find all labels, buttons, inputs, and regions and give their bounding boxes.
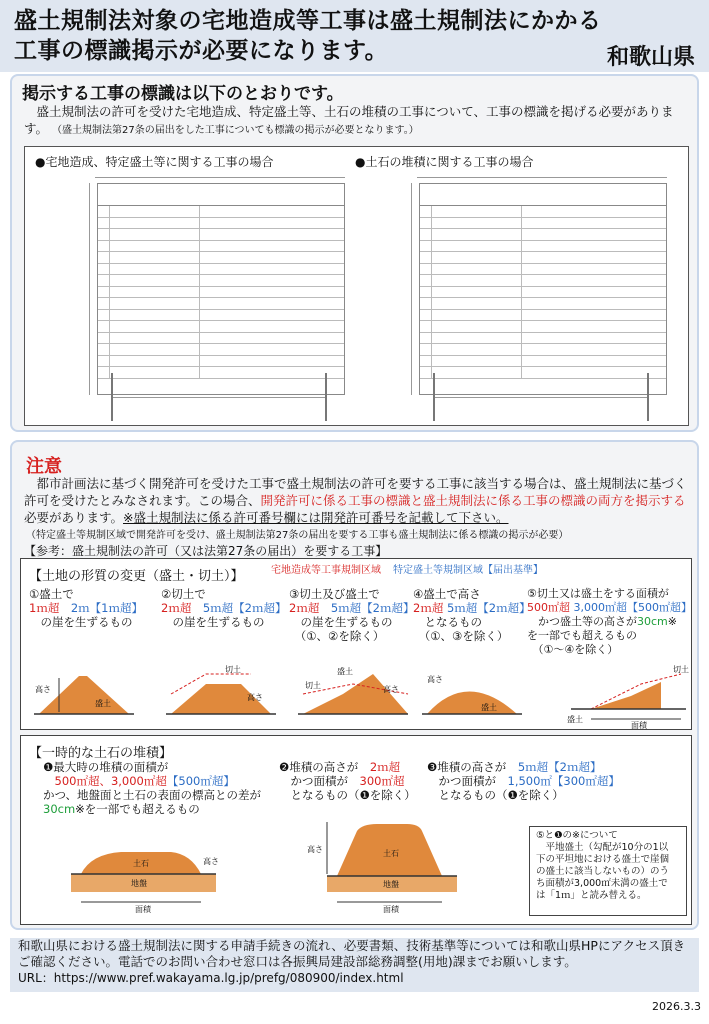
fill-label: 盛土 <box>567 715 583 724</box>
stockpile-item-2-red: 2ｍ超 <box>369 760 401 774</box>
sign-row <box>420 298 666 310</box>
contact-footer <box>10 938 699 992</box>
prefecture-name: 和歌山県 <box>606 45 695 70</box>
section1-body <box>24 103 689 139</box>
land-form-change-box <box>20 558 692 730</box>
form-item-1-red: 1ｍ超 <box>29 601 60 615</box>
stockpile-item-2-label: ❷堆積の高さが <box>279 760 359 774</box>
sign-row <box>98 344 344 356</box>
asterisk-note-line: の盛土に該当しないもの）のう <box>536 866 670 877</box>
sign-row <box>420 252 666 264</box>
form-item-3 <box>289 587 414 643</box>
stone-label: 土石 <box>383 849 399 858</box>
stockpile-item-3 <box>427 760 620 802</box>
fill-label: 盛土 <box>337 667 353 676</box>
form-item-1-blue: 2ｍ【1ｍ超】 <box>70 601 143 615</box>
stone-label: 土石 <box>133 859 149 868</box>
sign-row <box>98 287 344 299</box>
form-item-4-red: 2ｍ超 <box>413 601 444 615</box>
caution-note: （特定盛土等規制区域で開発許可を受け、盛土規制法第27条の届出を要する工事も盛土規制法に係る標識の掲示が必要） <box>26 530 569 541</box>
form-item-4-label: ④盛土で高さ <box>413 587 481 601</box>
area-label: 面積 <box>135 905 151 914</box>
sign-row <box>420 206 666 218</box>
sign-left-illustration <box>97 183 345 395</box>
sign-row <box>420 356 666 368</box>
form-item-5-desc2: を一部でも超えるもの <box>527 629 637 642</box>
asterisk-note-line: 下の平坦地における盛土で崖個 <box>536 854 670 865</box>
sign-row <box>420 218 666 230</box>
sign-row <box>98 229 344 241</box>
form-item-5-excl: （①～④を除く） <box>538 643 619 656</box>
sign-right-post <box>647 373 649 421</box>
sign-examples-box <box>24 146 689 426</box>
sign-right-header <box>420 184 666 206</box>
area-legend-red: 宅地造成等工事規制区域 <box>271 565 381 576</box>
form-item-4 <box>413 587 531 643</box>
page-title-line1: 盛土規制法対象の宅地造成等工事は盛土規制法にかかる <box>14 8 602 34</box>
fill-label: 盛土 <box>95 699 111 708</box>
section1-body-text: 盛土規制法の許可を受けた宅地造成、特定盛土等、土石の堆積の工事について、工事の標識を掲げる必要があります。 <box>24 104 674 136</box>
area-fill-shape <box>591 682 661 709</box>
form-item-2-red: 2ｍ超 <box>161 601 192 615</box>
footer-text: 和歌山県における盛土規制法に関する申請手続きの流れ、必要書類、技術基準等については和歌山県HPにアクセス頂きご確認ください。電話でのお問い合わせ窓口は各振興局建設部総務調整(用地)課までお願いします。 <box>18 938 686 969</box>
sign-left-width-line <box>95 177 345 178</box>
sign-left-post <box>325 373 327 421</box>
sign-row <box>420 367 666 379</box>
sign-left-header <box>98 184 344 206</box>
area-label: 面積 <box>383 905 399 914</box>
form-item-5-mark: ※ <box>667 615 677 628</box>
sign-row <box>98 310 344 322</box>
fill-cliff-diagram <box>29 664 139 724</box>
sign-row <box>98 333 344 345</box>
sign-row <box>98 218 344 230</box>
form-item-5-green: 30cm <box>637 615 668 628</box>
sign-row <box>98 252 344 264</box>
sign-row <box>98 264 344 276</box>
sign-right-height-line <box>411 183 412 395</box>
sign-row <box>420 310 666 322</box>
sign-left-height-line <box>89 183 90 395</box>
land-form-title: 【土地の形質の変更（盛土・切土）】 <box>29 569 244 584</box>
form-item-3-desc: の崖を生ずるもの <box>300 615 393 629</box>
caution-body <box>24 475 694 526</box>
form-item-2 <box>161 587 286 629</box>
area-legend-blue: 特定盛土等規制区域【届出基準】 <box>393 565 543 576</box>
form-item-5-blue: 3,000㎡超【500㎡超】 <box>573 601 692 614</box>
stockpile-item-1-desc2: ※を一部でも超えるもの <box>75 802 200 816</box>
fill-height-diagram <box>417 664 527 724</box>
sign-left-caption: ●宅地造成、特定盛土等に関する工事の場合 <box>35 155 274 169</box>
stockpile-item-1-label: ❶最大時の堆積の面積が <box>43 760 169 774</box>
form-item-3-label: ③切土及び盛土で <box>289 587 380 601</box>
cut-label: 切土 <box>305 681 321 690</box>
sign-row <box>98 321 344 333</box>
cut-cliff-diagram <box>161 664 281 724</box>
height-label: 高さ <box>247 693 263 702</box>
height-label: 高さ <box>307 845 323 854</box>
caution-body-underline: ※盛土規制法に係る許可番号欄には開発許可番号を記載して下さい。 <box>123 510 509 525</box>
stockpile-item-1-red: 500㎡超、3,000㎡超 <box>54 774 167 788</box>
stockpile-item-2-desc: となるもの（❶を除く） <box>290 788 416 802</box>
form-item-1-label: ①盛土で <box>29 587 74 601</box>
caution-body-a: 都市計画法に基づく開発許可を受けた工事で盛土規制法の許可を要する工事に該当する場合は、盛土規制法に基づく許可を受けたとみなされます。この場合、 <box>24 476 687 508</box>
stockpile-item-3-area-blue: 1,500㎡【300㎡超】 <box>507 774 620 788</box>
sign-row <box>98 356 344 368</box>
sign-right-base-line <box>435 397 647 398</box>
height-label: 高さ <box>35 685 51 694</box>
sign-right-caption: ●土石の堆積に関する工事の場合 <box>355 155 534 169</box>
page-header <box>0 0 709 72</box>
area-height-diagram <box>561 664 691 729</box>
temporary-stockpile-box <box>20 735 692 925</box>
caution-heading: 注意 <box>26 456 62 477</box>
form-item-1 <box>29 587 143 629</box>
cut-and-fill-diagram <box>293 664 413 724</box>
page-title-line2: 工事の標識掲示が必要になります。 <box>14 38 389 64</box>
form-item-2-blue: 5ｍ超【2ｍ超】 <box>202 601 287 615</box>
form-item-2-desc: の崖を生ずるもの <box>172 615 265 629</box>
sign-row <box>420 287 666 299</box>
reference-heading: 【参考：盛土規制法の許可（又は法第27条の届出）を要する工事】 <box>24 544 388 558</box>
stockpile-item-1-blue: 【500㎡超】 <box>166 774 235 788</box>
form-item-5-label: ⑤切土又は盛土をする面積が <box>527 587 669 600</box>
form-item-4-excl: （①、③を除く） <box>424 629 509 643</box>
sign-requirement-panel <box>10 74 699 432</box>
stockpile-item-3-blue: 5ｍ超【2ｍ超】 <box>517 760 602 774</box>
stockpile-item-2-area-red: 300㎡超 <box>359 774 405 788</box>
footer-url[interactable]: URL：https://www.pref.wakayama.lg.jp/prefg/080900/index.html <box>18 971 404 985</box>
form-item-5-red: 500㎡超 <box>527 601 570 614</box>
asterisk-note-line: は「1ｍ」と読み替える。 <box>536 890 647 901</box>
cut-label: 切土 <box>225 665 241 674</box>
sign-right-illustration <box>419 183 667 395</box>
height-label: 高さ <box>427 675 443 684</box>
form-item-3-red: 2ｍ超 <box>289 601 320 615</box>
stockpile-item-3-label: ❸堆積の高さが <box>427 760 507 774</box>
form-item-3-blue: 5ｍ超【2ｍ超】 <box>330 601 415 615</box>
caution-body-red: 開発許可に係る工事の標識と盛土規制法に係る工事の標識の両方を掲示する <box>260 493 686 508</box>
sign-right-width-line <box>417 177 667 178</box>
caution-body-b: 必要があります。 <box>24 510 124 525</box>
form-item-4-desc: となるもの <box>424 615 482 629</box>
stockpile-item-1-desc: かつ、地盤面と土石の表面の標高との差が <box>43 788 262 802</box>
form-item-2-label: ②切土で <box>161 587 206 601</box>
section1-body-note: （盛土規制法第27条の届出をした工事についても標識の掲示が必要となります。） <box>52 125 419 136</box>
sign-row <box>98 206 344 218</box>
fill-mound-shape <box>427 692 517 715</box>
form-item-4-blue: 5ｍ超【2ｍ超】 <box>446 601 531 615</box>
stockpile-item-2-area-label: かつ面積が <box>290 774 348 788</box>
height-label: 高さ <box>383 685 399 694</box>
fill-label: 盛土 <box>481 703 497 712</box>
stockpile-item-1 <box>43 760 261 816</box>
form-item-5-desc: かつ盛土等の高さが <box>538 615 637 628</box>
stockpile-item-3-area-label: かつ面積が <box>438 774 496 788</box>
sign-row <box>420 229 666 241</box>
asterisk-note-line: ち面積が3,000㎡未満の盛土で <box>536 878 668 889</box>
ground-label: 地盤 <box>131 879 147 888</box>
sign-row <box>98 367 344 379</box>
sign-row <box>420 321 666 333</box>
section1-title: 掲示する工事の標識は以下のとおりです。 <box>22 84 344 104</box>
temporary-stockpile-title: 【一時的な土石の堆積】 <box>29 746 173 761</box>
sign-row <box>98 298 344 310</box>
asterisk-note-line: ⑤と❶の※について <box>536 830 618 841</box>
sign-row <box>420 241 666 253</box>
fill-shape <box>39 676 129 714</box>
asterisk-note <box>529 826 687 916</box>
sign-row <box>420 344 666 356</box>
caution-panel <box>10 440 699 930</box>
sign-row <box>420 264 666 276</box>
stockpile-height-diagram <box>307 816 467 916</box>
area-legend <box>271 561 543 576</box>
stockpile-area-diagram <box>61 834 221 914</box>
stockpile-item-1-green: 30cm <box>43 802 76 816</box>
sign-row <box>98 241 344 253</box>
form-item-3-excl: （①、②を除く） <box>300 629 385 643</box>
form-item-1-desc: の崖を生ずるもの <box>40 615 133 629</box>
asterisk-note-line: 平地盛土（勾配が10分の1以 <box>536 842 669 853</box>
sign-row <box>420 333 666 345</box>
cut-fill-shape <box>303 674 408 714</box>
cut-label: 切土 <box>673 665 689 674</box>
form-item-5 <box>527 587 692 657</box>
publication-date: 2026.3.3 <box>652 1000 701 1013</box>
height-label: 高さ <box>203 857 219 866</box>
area-label: 面積 <box>631 721 647 729</box>
sign-row <box>420 275 666 287</box>
sign-left-base-line <box>113 397 325 398</box>
sign-row <box>98 275 344 287</box>
stockpile-item-2 <box>279 760 416 802</box>
stockpile-item-3-desc: となるもの（❶を除く） <box>438 788 564 802</box>
ground-label: 地盤 <box>383 880 399 889</box>
